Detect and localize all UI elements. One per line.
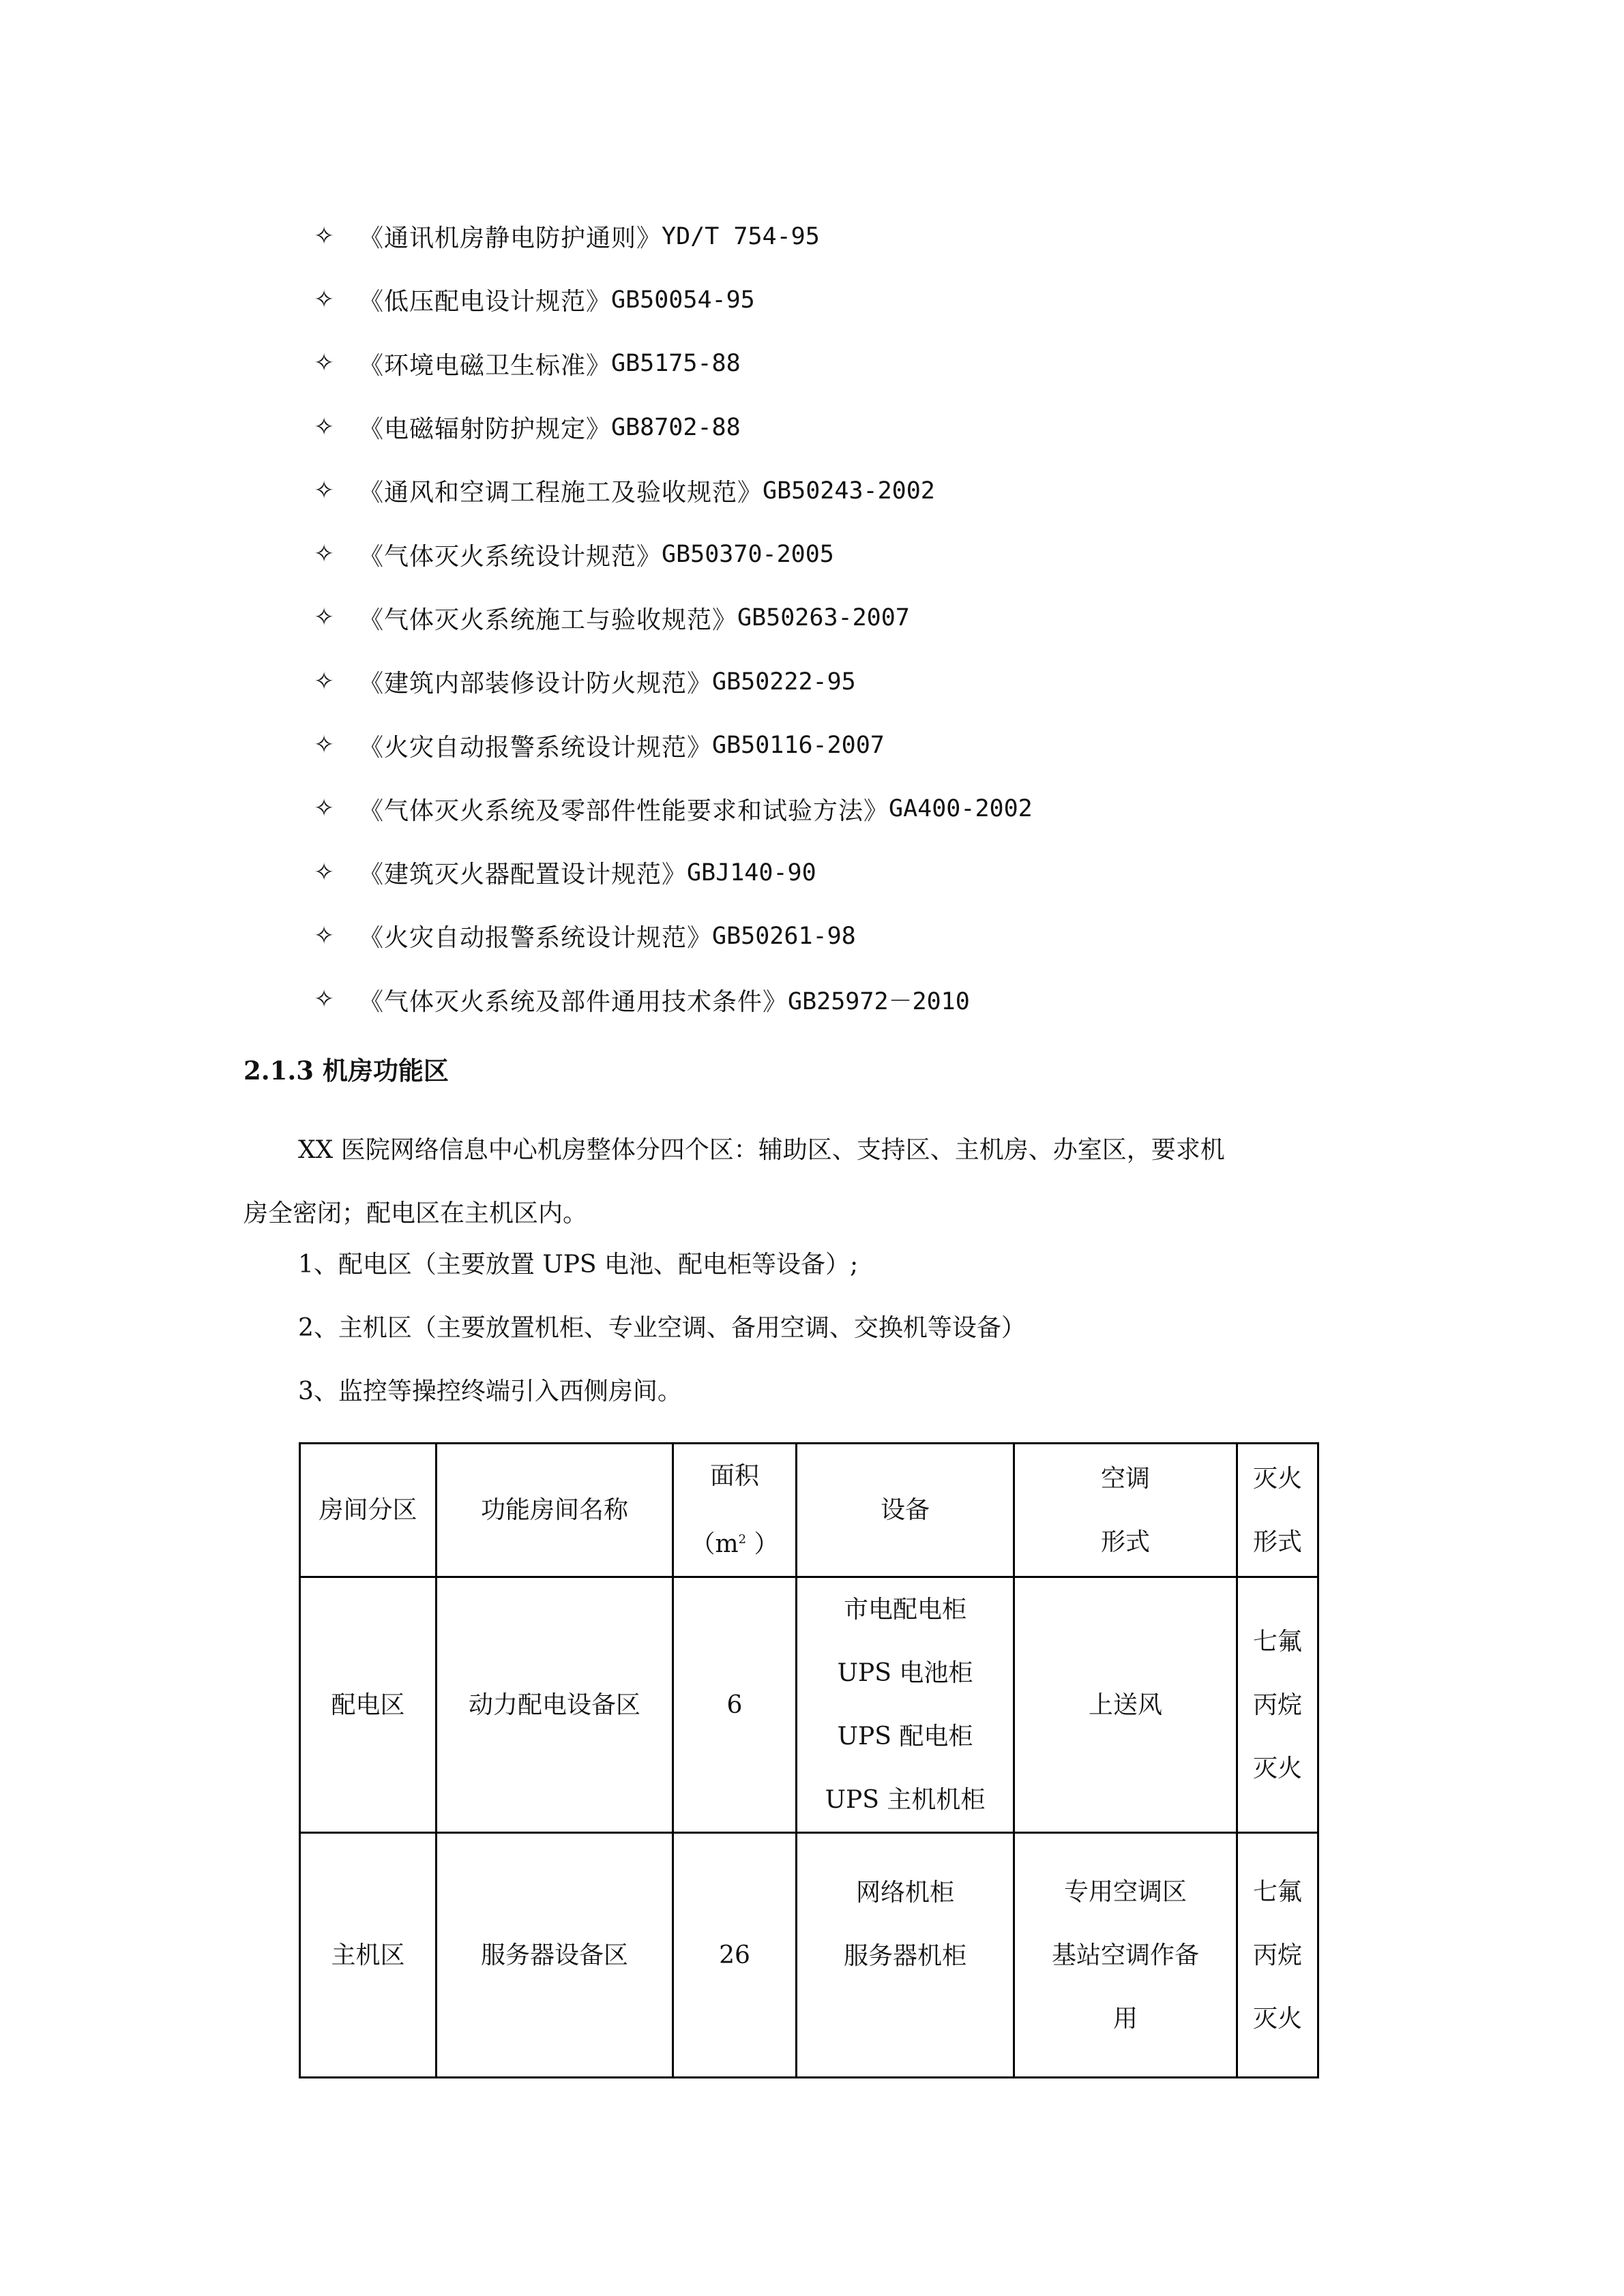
diamond-bullet-icon: ✧: [314, 921, 335, 950]
standard-title: 《气体灭火系统施工与验收规范》: [359, 606, 738, 634]
intro-line-1: XX 医院网络信息中心机房整体分四个区：辅助区、支持区、主机房、办室区，要求机: [298, 1136, 1225, 1164]
standard-code: GB25972－2010: [788, 988, 970, 1016]
diamond-bullet-icon: ✧: [314, 667, 335, 696]
cell-zone: 主机区: [300, 1833, 437, 2078]
cell-area: 6: [673, 1577, 797, 1833]
diamond-bullet-icon: ✧: [314, 222, 335, 250]
diamond-bullet-icon: ✧: [314, 603, 335, 632]
standard-code: GB50243-2002: [763, 477, 935, 505]
standard-code: GB50263-2007: [737, 604, 910, 632]
cell-room-name: 服务器设备区: [437, 1833, 673, 2078]
zone-item-1: 1、配电区（主要放置 UPS 电池、配电柜等设备）;: [298, 1251, 859, 1279]
standard-title: 《通讯机房静电防护通则》: [359, 224, 662, 253]
table-row: [300, 1833, 1318, 2078]
standard-code: GBJ140-90: [687, 859, 816, 886]
standard-code: GB50116-2007: [712, 732, 885, 760]
list-item: [314, 968, 1033, 1032]
room-zone-table: [299, 1442, 1319, 2078]
standard-title: 《低压配电设计规范》: [359, 288, 612, 316]
standard-code: GB50261-98: [712, 922, 856, 950]
standard-code: GB5175-88: [611, 350, 741, 378]
diamond-bullet-icon: ✧: [314, 476, 335, 505]
header-equipment: 设备: [797, 1444, 1014, 1577]
standard-title: 《气体灭火系统及零部件性能要求和试验方法》: [359, 796, 889, 825]
standard-title: 《火灾自动报警系统设计规范》: [359, 733, 713, 762]
standard-code: GA400-2002: [889, 795, 1033, 823]
list-item: [314, 841, 1033, 904]
list-item: [314, 777, 1033, 841]
standard-code: GB50054-95: [611, 286, 755, 314]
list-item: [314, 268, 1033, 331]
diamond-bullet-icon: ✧: [314, 285, 335, 314]
standard-title: 《火灾自动报警系统设计规范》: [359, 924, 713, 953]
zone-item-3: 3、监控等操控终端引入西侧房间。: [298, 1377, 682, 1405]
list-item: [314, 713, 1033, 777]
list-item: [314, 522, 1033, 586]
cell-room-name: 动力配电设备区: [437, 1577, 673, 1833]
diamond-bullet-icon: ✧: [314, 731, 335, 760]
cell-equipment: 市电配电柜 UPS 电池柜 UPS 配电柜 UPS 主机机柜: [797, 1577, 1014, 1833]
header-room-name: 功能房间名称: [437, 1444, 673, 1577]
cell-zone: 配电区: [300, 1577, 437, 1833]
intro-paragraph: [243, 1118, 1376, 1245]
diamond-bullet-icon: ✧: [314, 540, 335, 569]
standard-title: 《建筑内部装修设计防火规范》: [359, 670, 713, 698]
cell-area: 26: [673, 1833, 797, 2078]
standard-title: 《建筑灭火器配置设计规范》: [359, 861, 688, 889]
header-zone: 房间分区: [300, 1444, 437, 1577]
cell-equipment: 网络机柜 服务器机柜: [797, 1833, 1014, 2078]
cell-ac: 上送风: [1014, 1577, 1237, 1833]
list-item: [314, 650, 1033, 713]
list-item: [314, 459, 1033, 522]
standard-title: 《气体灭火系统及部件通用技术条件》: [359, 987, 788, 1016]
diamond-bullet-icon: ✧: [314, 985, 335, 1014]
diamond-bullet-icon: ✧: [314, 413, 335, 441]
header-ac-type: 空调 形式: [1014, 1444, 1237, 1577]
standard-title: 《通风和空调工程施工及验收规范》: [359, 479, 763, 507]
cell-ac: 专用空调区 基站空调作备 用: [1014, 1833, 1237, 2078]
header-area-unit: （$m^2$ ）: [690, 1530, 779, 1558]
list-item: [314, 205, 1033, 268]
standard-title: 《环境电磁卫生标准》: [359, 351, 612, 380]
standard-title: 《电磁辐射防护规定》: [359, 415, 612, 444]
table-row: [300, 1577, 1318, 1833]
header-area-line1: 面积: [709, 1462, 759, 1490]
list-item: [314, 332, 1033, 396]
table-header-row: [300, 1444, 1318, 1577]
intro-line-2: 房全密闭；配电区在主机区内。: [243, 1199, 588, 1227]
standard-code: GB50222-95: [712, 668, 856, 696]
standards-list: [314, 205, 1033, 1032]
list-item: [314, 586, 1033, 650]
zone-item-2: 2、主机区（主要放置机柜、专业空调、备用空调、交换机等设备）: [298, 1314, 1026, 1342]
cell-fire: 七氟 丙烷 灭火: [1237, 1577, 1318, 1833]
header-fire-type: 灭火 形式: [1237, 1444, 1318, 1577]
standard-code: GB50370-2005: [662, 541, 834, 569]
standard-title: 《气体灭火系统设计规范》: [359, 542, 662, 571]
diamond-bullet-icon: ✧: [314, 858, 335, 886]
section-heading: 2.1.3 机房功能区: [243, 1056, 449, 1086]
diamond-bullet-icon: ✧: [314, 794, 335, 823]
cell-fire: 七氟 丙烷 灭火: [1237, 1833, 1318, 2078]
standard-code: YD/T 754-95: [662, 222, 820, 250]
header-area: [673, 1444, 797, 1577]
diamond-bullet-icon: ✧: [314, 349, 335, 378]
list-item: [314, 904, 1033, 968]
standard-code: GB8702-88: [611, 413, 741, 441]
list-item: [314, 396, 1033, 459]
